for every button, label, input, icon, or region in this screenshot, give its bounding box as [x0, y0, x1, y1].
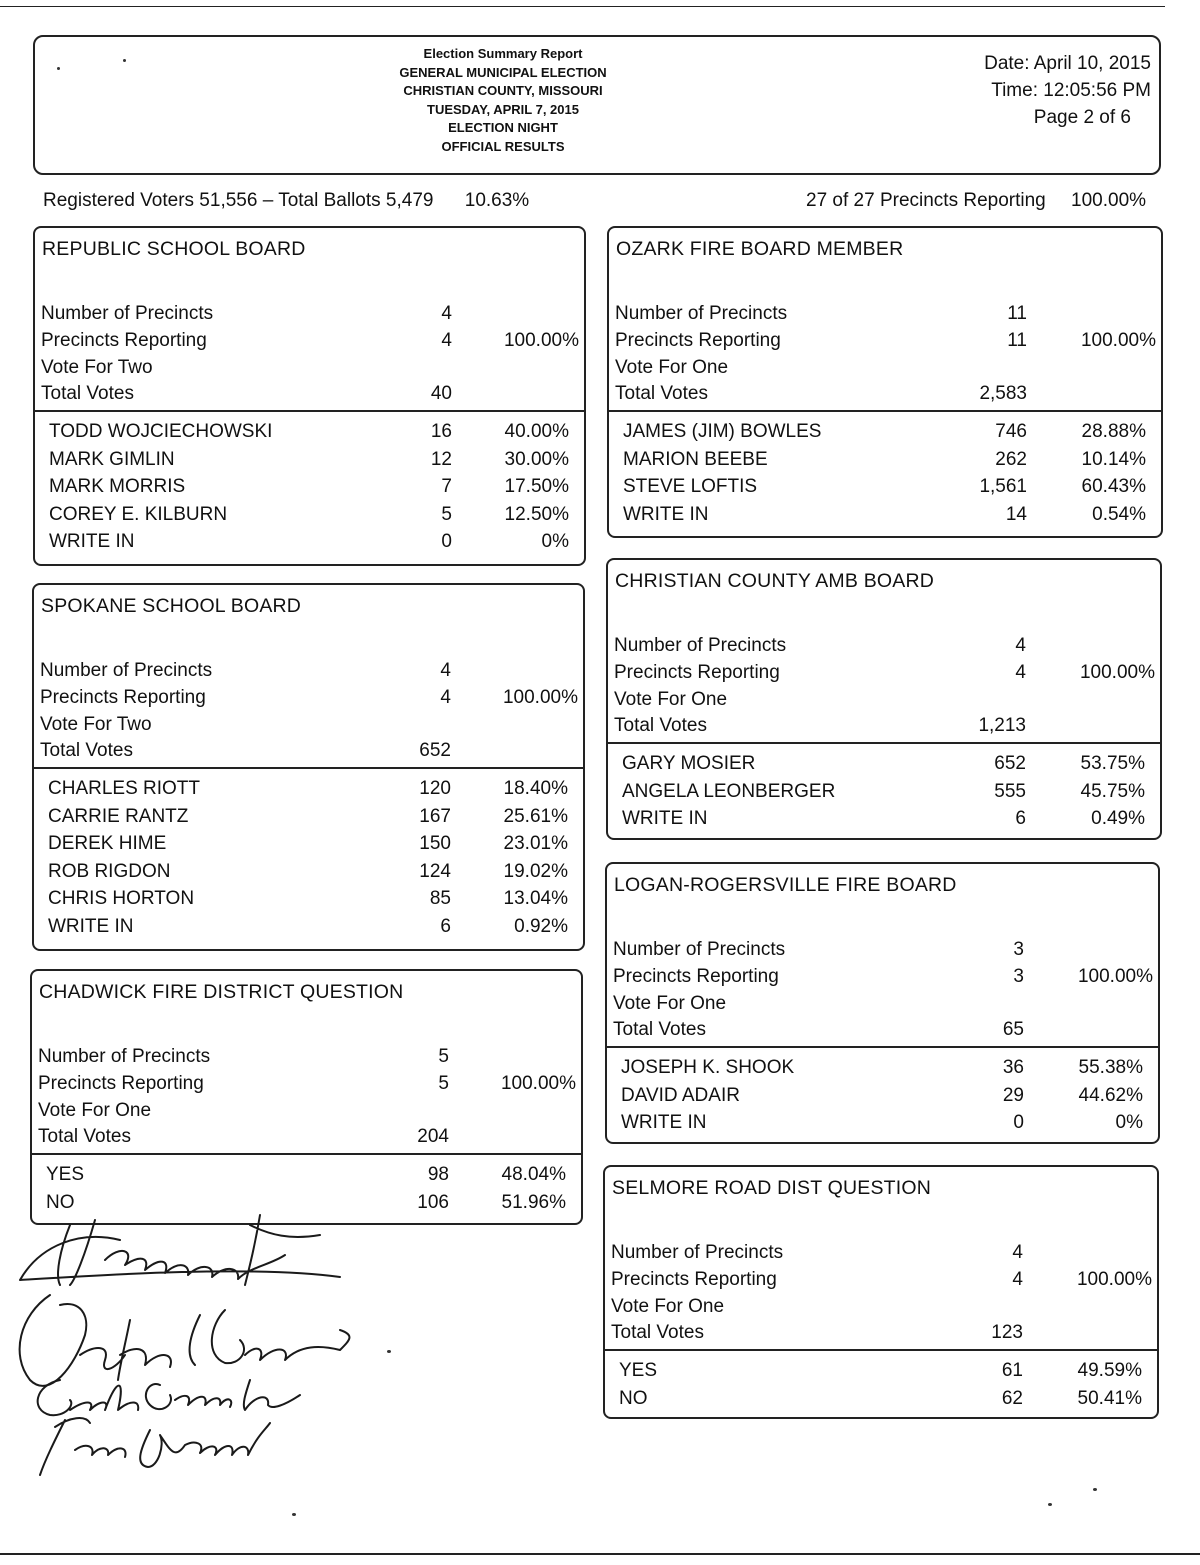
- candidate-votes: 29: [1002, 1084, 1024, 1106]
- candidate-percent: 60.43%: [1081, 476, 1146, 497]
- report-title: Election Summary Report: [423, 46, 583, 61]
- precincts-reporting-percent: 100.00%: [503, 330, 579, 351]
- precincts-reporting-value: 4: [1015, 662, 1026, 683]
- candidate-row: [34, 859, 583, 885]
- candidate-votes: 1,561: [979, 476, 1027, 497]
- candidate-percent: 17.50%: [504, 476, 569, 497]
- candidate-percent: 25.61%: [503, 805, 568, 827]
- signature-1: [20, 1215, 340, 1285]
- candidate-name: YES: [46, 1164, 85, 1185]
- report-date: Date: April 10, 2015: [984, 53, 1151, 74]
- number-of-precincts-label: Number of Precincts: [614, 635, 787, 656]
- candidate-row: [35, 529, 584, 555]
- precinct-summary: [806, 190, 1146, 212]
- candidate-votes: 62: [1001, 1387, 1023, 1409]
- precincts-reporting-value: 11: [1007, 330, 1027, 351]
- page-number: Page 2 of 6: [1033, 107, 1131, 128]
- candidate-row: [34, 831, 583, 857]
- precincts-reporting-label: Precincts Reporting: [613, 966, 779, 987]
- candidate-name: JAMES (JIM) BOWLES: [623, 421, 822, 442]
- candidate-name: NO: [46, 1191, 75, 1213]
- vote-for-row: [35, 355, 584, 381]
- report-meta: [984, 50, 1151, 131]
- candidate-percent: 53.75%: [1080, 753, 1145, 774]
- candidate-percent: 10.14%: [1081, 448, 1146, 470]
- total-votes-label: Total Votes: [611, 1322, 704, 1343]
- candidate-votes: 16: [430, 421, 452, 442]
- number-of-precincts-value: 3: [1013, 939, 1024, 960]
- candidate-percent: 45.75%: [1080, 780, 1145, 802]
- precincts-reporting-row: [32, 1071, 581, 1097]
- vote-for-row: [607, 991, 1158, 1017]
- number-of-precincts-row: [607, 937, 1158, 963]
- total-votes-row: [608, 713, 1160, 739]
- precincts-reporting-label: Precincts Reporting: [615, 330, 781, 351]
- candidate-row: [609, 447, 1161, 473]
- scan-speck: [292, 1513, 296, 1516]
- candidate-row: [609, 474, 1161, 500]
- total-votes-value: 2,583: [979, 383, 1027, 404]
- number-of-precincts-value: 4: [1012, 1242, 1023, 1263]
- number-of-precincts-value: 11: [1007, 303, 1027, 324]
- candidate-row: [34, 776, 583, 802]
- total-votes-value: 40: [430, 383, 452, 404]
- contest-title: CHADWICK FIRE DISTRICT QUESTION: [39, 981, 404, 1003]
- number-of-precincts-label: Number of Precincts: [615, 303, 788, 324]
- candidate-percent: 13.04%: [503, 888, 568, 909]
- contest-title: CHRISTIAN COUNTY AMB BOARD: [615, 570, 935, 592]
- vote-for-row: [32, 1098, 581, 1124]
- candidate-name: WRITE IN: [48, 915, 134, 937]
- candidate-name: ROB RIGDON: [48, 860, 171, 882]
- total-votes-row: [35, 381, 584, 407]
- candidate-row: [607, 1055, 1158, 1081]
- candidate-name: JOSEPH K. SHOOK: [621, 1057, 795, 1078]
- vote-for-row: [34, 712, 583, 738]
- candidate-row: [609, 419, 1161, 445]
- total-votes-row: [34, 738, 583, 764]
- candidate-votes: 0: [441, 531, 452, 552]
- precincts-reporting-value: 4: [441, 330, 452, 351]
- county-name: CHRISTIAN COUNTY, MISSOURI: [403, 83, 603, 98]
- precincts-reporting-value: 4: [440, 687, 451, 708]
- candidate-votes: 36: [1002, 1057, 1024, 1078]
- contest-chadwick-fire-district-question: [30, 969, 583, 1225]
- candidate-row: [608, 779, 1160, 805]
- candidate-votes: 85: [429, 888, 451, 909]
- candidate-votes: 61: [1001, 1360, 1023, 1381]
- total-votes-label: Total Votes: [38, 1126, 131, 1147]
- registered-voters: Registered Voters 51,556 – Total Ballots 5,479: [43, 190, 434, 211]
- precincts-reporting-percent: 100.00%: [1071, 190, 1147, 211]
- results-divider: [609, 410, 1161, 412]
- signature-3: [38, 1380, 300, 1415]
- candidate-percent: 28.88%: [1081, 421, 1146, 442]
- precincts-reporting-value: 3: [1013, 966, 1024, 987]
- candidate-percent: 40.00%: [504, 421, 569, 442]
- candidate-name: WRITE IN: [621, 1112, 707, 1133]
- results-divider: [607, 1046, 1158, 1048]
- candidate-percent: 19.02%: [503, 860, 568, 882]
- candidate-row: [607, 1083, 1158, 1109]
- candidate-votes: 6: [1015, 808, 1026, 829]
- turnout-summary: [43, 190, 529, 212]
- vote-for-label: Vote For One: [613, 993, 727, 1014]
- number-of-precincts-label: Number of Precincts: [41, 303, 214, 324]
- vote-for-row: [608, 687, 1160, 713]
- candidate-row: [35, 474, 584, 500]
- total-votes-row: [605, 1320, 1157, 1346]
- results-divider: [32, 1153, 581, 1155]
- candidate-row: [609, 502, 1161, 528]
- precincts-reporting-label: Precincts Reporting: [38, 1073, 204, 1094]
- vote-for-label: Vote For One: [611, 1296, 725, 1317]
- candidate-row: [32, 1162, 581, 1188]
- precincts-reporting-label: Precincts Reporting: [41, 330, 207, 351]
- candidate-name: CHRIS HORTON: [48, 888, 195, 909]
- candidate-votes: 150: [419, 833, 451, 854]
- candidate-percent: 44.62%: [1078, 1084, 1143, 1106]
- candidate-percent: 0.54%: [1092, 503, 1146, 525]
- vote-for-label: Vote For One: [614, 689, 728, 710]
- precincts-reporting-row: [609, 328, 1161, 354]
- total-votes-value: 204: [417, 1126, 449, 1147]
- total-votes-label: Total Votes: [41, 383, 134, 404]
- candidate-name: COREY E. KILBURN: [49, 503, 228, 525]
- contest-title: OZARK FIRE BOARD MEMBER: [616, 238, 904, 260]
- candidate-row: [35, 419, 584, 445]
- report-type: ELECTION NIGHT: [448, 120, 558, 135]
- candidate-percent: 0%: [541, 531, 569, 552]
- vote-for-label: Vote For Two: [41, 357, 153, 378]
- candidate-votes: 14: [1005, 503, 1027, 525]
- candidate-name: GARY MOSIER: [622, 753, 756, 774]
- contest-selmore-road-dist-question: [603, 1165, 1159, 1419]
- candidate-row: [605, 1358, 1157, 1384]
- candidate-percent: 49.59%: [1077, 1360, 1142, 1381]
- page-bottom-edge: [0, 1553, 1200, 1555]
- precincts-reporting-total: 27 of 27 Precincts Reporting: [806, 190, 1046, 211]
- candidate-votes: 120: [419, 778, 451, 799]
- candidate-name: DEREK HIME: [48, 833, 167, 854]
- results-status: OFFICIAL RESULTS: [441, 138, 565, 154]
- number-of-precincts-row: [608, 633, 1160, 659]
- number-of-precincts-value: 4: [440, 660, 451, 681]
- scan-speck: [1093, 1488, 1097, 1491]
- scan-speck: [57, 67, 60, 70]
- candidate-percent: 51.96%: [501, 1191, 566, 1213]
- precincts-reporting-value: 5: [438, 1073, 449, 1094]
- precincts-reporting-row: [605, 1267, 1157, 1293]
- candidate-row: [34, 886, 583, 912]
- precincts-reporting-percent: 100.00%: [500, 1073, 576, 1094]
- signature-2: [20, 1295, 350, 1386]
- scan-speck: [123, 59, 126, 62]
- vote-for-label: Vote For One: [38, 1100, 152, 1121]
- candidate-row: [607, 1110, 1158, 1136]
- number-of-precincts-value: 4: [1015, 635, 1026, 656]
- candidate-votes: 6: [440, 915, 451, 937]
- candidate-votes: 0: [1013, 1112, 1024, 1133]
- total-votes-value: 123: [991, 1322, 1023, 1343]
- candidate-name: TODD WOJCIECHOWSKI: [49, 421, 273, 442]
- precincts-reporting-percent: 100.00%: [1079, 662, 1155, 683]
- number-of-precincts-label: Number of Precincts: [611, 1242, 784, 1263]
- contest-christian-county-amb-board: [606, 558, 1162, 840]
- candidate-percent: 55.38%: [1078, 1057, 1143, 1078]
- number-of-precincts-row: [34, 658, 583, 684]
- vote-for-label: Vote For One: [615, 357, 729, 378]
- precincts-reporting-value: 4: [1012, 1269, 1023, 1290]
- candidate-name: YES: [619, 1360, 658, 1381]
- number-of-precincts-row: [609, 301, 1161, 327]
- candidate-name: NO: [619, 1387, 648, 1409]
- official-signatures: [0, 1205, 380, 1505]
- turnout-percent: 10.63%: [464, 190, 530, 211]
- candidate-name: ANGELA LEONBERGER: [622, 780, 836, 802]
- precincts-reporting-percent: 100.00%: [502, 687, 578, 708]
- total-votes-row: [32, 1124, 581, 1150]
- candidate-row: [608, 751, 1160, 777]
- candidate-row: [34, 914, 583, 940]
- number-of-precincts-value: 5: [438, 1046, 449, 1067]
- number-of-precincts-value: 4: [441, 303, 452, 324]
- number-of-precincts-row: [605, 1240, 1157, 1266]
- contest-logan-rogersville-fire-board: [605, 862, 1160, 1144]
- candidate-row: [34, 804, 583, 830]
- total-votes-row: [609, 381, 1161, 407]
- candidate-percent: 18.40%: [503, 778, 568, 799]
- candidate-votes: 746: [995, 421, 1027, 442]
- report-header: [33, 35, 1161, 175]
- candidate-name: MARION BEEBE: [623, 448, 768, 470]
- results-divider: [35, 410, 584, 412]
- results-divider: [608, 742, 1160, 744]
- precincts-reporting-label: Precincts Reporting: [40, 687, 206, 708]
- candidate-name: WRITE IN: [49, 531, 135, 552]
- page-top-edge: [0, 0, 1165, 7]
- precincts-reporting-row: [35, 328, 584, 354]
- candidate-votes: 98: [427, 1164, 449, 1185]
- contest-spokane-school-board: [32, 583, 585, 951]
- candidate-votes: 5: [441, 503, 452, 525]
- total-votes-value: 1,213: [978, 715, 1026, 736]
- contest-title: SELMORE ROAD DIST QUESTION: [612, 1177, 932, 1199]
- contest-title: REPUBLIC SCHOOL BOARD: [42, 238, 306, 260]
- precincts-reporting-label: Precincts Reporting: [611, 1269, 777, 1290]
- candidate-percent: 48.04%: [501, 1164, 566, 1185]
- report-title-block: [335, 45, 671, 156]
- total-votes-value: 65: [1002, 1019, 1024, 1040]
- precincts-reporting-label: Precincts Reporting: [614, 662, 780, 683]
- number-of-precincts-label: Number of Precincts: [613, 939, 786, 960]
- total-votes-value: 652: [419, 740, 451, 761]
- candidate-percent: 12.50%: [504, 503, 569, 525]
- candidate-votes: 652: [994, 753, 1026, 774]
- results-divider: [34, 767, 583, 769]
- precincts-reporting-percent: 100.00%: [1076, 1269, 1152, 1290]
- report-time: Time: 12:05:56 PM: [991, 80, 1151, 101]
- signature-4: [40, 1418, 270, 1475]
- candidate-name: MARK GIMLIN: [49, 448, 175, 470]
- candidate-votes: 12: [430, 448, 452, 470]
- precincts-reporting-row: [608, 660, 1160, 686]
- candidate-name: DAVID ADAIR: [621, 1084, 740, 1106]
- candidate-percent: 30.00%: [504, 448, 569, 470]
- contest-title: LOGAN-ROGERSVILLE FIRE BOARD: [614, 874, 957, 896]
- vote-for-row: [609, 355, 1161, 381]
- precincts-reporting-percent: 100.00%: [1077, 966, 1153, 987]
- contest-title: SPOKANE SCHOOL BOARD: [41, 595, 302, 617]
- candidate-row: [608, 806, 1160, 832]
- candidate-votes: 7: [441, 476, 452, 497]
- candidate-percent: 0.49%: [1091, 808, 1145, 829]
- election-date: TUESDAY, APRIL 7, 2015: [427, 101, 579, 117]
- candidate-percent: 0.92%: [514, 915, 568, 937]
- precincts-reporting-percent: 100.00%: [1080, 330, 1156, 351]
- candidate-percent: 0%: [1115, 1112, 1143, 1133]
- candidate-votes: 167: [419, 805, 451, 827]
- candidate-row: [35, 502, 584, 528]
- candidate-name: MARK MORRIS: [49, 476, 186, 497]
- total-votes-label: Total Votes: [614, 715, 707, 736]
- candidate-name: WRITE IN: [622, 808, 708, 829]
- candidate-name: STEVE LOFTIS: [623, 476, 758, 497]
- election-name: GENERAL MUNICIPAL ELECTION: [399, 64, 607, 80]
- candidate-name: CHARLES RIOTT: [48, 778, 201, 799]
- total-votes-label: Total Votes: [615, 383, 708, 404]
- candidate-votes: 262: [995, 448, 1027, 470]
- candidate-votes: 555: [994, 780, 1026, 802]
- number-of-precincts-row: [35, 301, 584, 327]
- candidate-percent: 50.41%: [1077, 1387, 1142, 1409]
- number-of-precincts-label: Number of Precincts: [40, 660, 213, 681]
- precincts-reporting-row: [34, 685, 583, 711]
- candidate-row: [605, 1386, 1157, 1412]
- scan-speck: [387, 1350, 391, 1353]
- precincts-reporting-row: [607, 964, 1158, 990]
- total-votes-row: [607, 1017, 1158, 1043]
- vote-for-row: [605, 1294, 1157, 1320]
- scan-speck: [1048, 1503, 1052, 1506]
- candidate-votes: 106: [417, 1191, 449, 1213]
- results-divider: [605, 1349, 1157, 1351]
- candidate-name: WRITE IN: [623, 503, 709, 525]
- number-of-precincts-label: Number of Precincts: [38, 1046, 211, 1067]
- candidate-percent: 23.01%: [503, 833, 568, 854]
- candidate-row: [35, 447, 584, 473]
- total-votes-label: Total Votes: [613, 1019, 706, 1040]
- number-of-precincts-row: [32, 1044, 581, 1070]
- total-votes-label: Total Votes: [40, 740, 133, 761]
- candidate-name: CARRIE RANTZ: [48, 805, 189, 827]
- candidate-votes: 124: [419, 860, 451, 882]
- contest-republic-school-board: [33, 226, 586, 566]
- vote-for-label: Vote For Two: [40, 714, 152, 735]
- contest-ozark-fire-board-member: [607, 226, 1163, 538]
